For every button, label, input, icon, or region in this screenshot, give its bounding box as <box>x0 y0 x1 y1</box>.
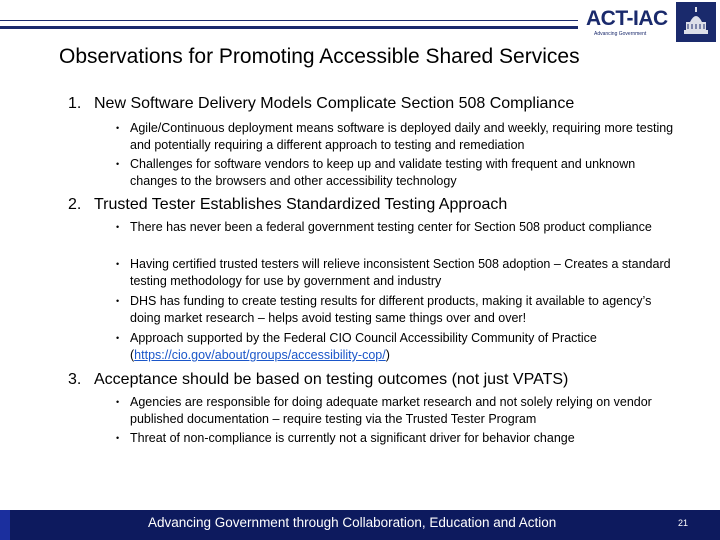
footer-tagline: Advancing Government through Collaboration, Education and Action <box>148 515 557 530</box>
bullet-marker: • <box>116 433 120 443</box>
bullet-text-main: Approach supported by the Federal CIO Council Accessibility Community of Practice <box>130 331 597 345</box>
bullet-marker: • <box>116 397 120 407</box>
section-title: New Software Delivery Models Complicate Section 508 Compliance <box>94 95 575 112</box>
section-heading <box>68 371 568 389</box>
bullet-text: There has never been a federal government testing center for Section 508 product compliance <box>130 220 652 234</box>
bullet-marker: • <box>116 259 120 269</box>
accessibility-cop-link[interactable]: https://cio.gov/about/groups/accessibility-cop/ <box>134 348 386 362</box>
bullet-marker: • <box>116 296 120 306</box>
section-heading <box>68 196 507 214</box>
section-heading <box>68 95 574 113</box>
header-rule-thick <box>0 26 578 29</box>
section-number: 1. <box>68 95 82 112</box>
section-number: 2. <box>68 196 82 213</box>
link-open-paren: ( <box>130 348 135 362</box>
page-number: 21 <box>678 518 689 528</box>
section-number: 3. <box>68 371 82 388</box>
bullet-text <box>130 330 685 364</box>
logo-wordmark: ACT-IAC <box>586 7 668 30</box>
header-rule-thin <box>0 20 578 21</box>
logo-tagline: Advancing Government <box>594 31 647 37</box>
section-title: Trusted Tester Establishes Standardized Testing Approach <box>94 196 508 213</box>
footer-bar <box>0 510 720 540</box>
bullet-text: Challenges for software vendors to keep up and validate testing with frequent and unknown changes to the browsers and other accessibility technology <box>130 157 636 188</box>
act-iac-logo <box>586 2 720 44</box>
bullet-text: DHS has funding to create testing results for different products, making it available to agency’s doing market research – helps avoid testing same things over and over! <box>130 294 652 325</box>
bullet-marker: • <box>116 333 120 343</box>
slide-title: Observations for Promoting Accessible Shared Services <box>59 45 580 68</box>
bullet-text: Having certified trusted testers will relieve inconsistent Section 508 adoption – Creates a standard testing methodology for use by government and industry <box>130 257 671 288</box>
bullet-text: Threat of non-compliance is currently not a significant driver for behavior change <box>130 431 575 445</box>
bullet-text: Agencies are responsible for doing adequate market research and not solely relying on vendor published documentation – require testing via the Trusted Tester Program <box>130 395 652 426</box>
bullet-marker: • <box>116 222 120 232</box>
footer-accent <box>0 510 10 540</box>
bullet-marker: • <box>116 159 120 169</box>
capitol-dome-icon <box>676 2 716 42</box>
bullet-text: Agile/Continuous deployment means software is deployed daily and weekly, requiring more testing and potentially requiring a different approach to testing and remediation <box>130 121 674 152</box>
section-title: Acceptance should be based on testing outcomes (not just VPATS) <box>94 371 569 388</box>
bullet-marker: • <box>116 123 120 133</box>
link-close-paren: ) <box>385 348 390 362</box>
